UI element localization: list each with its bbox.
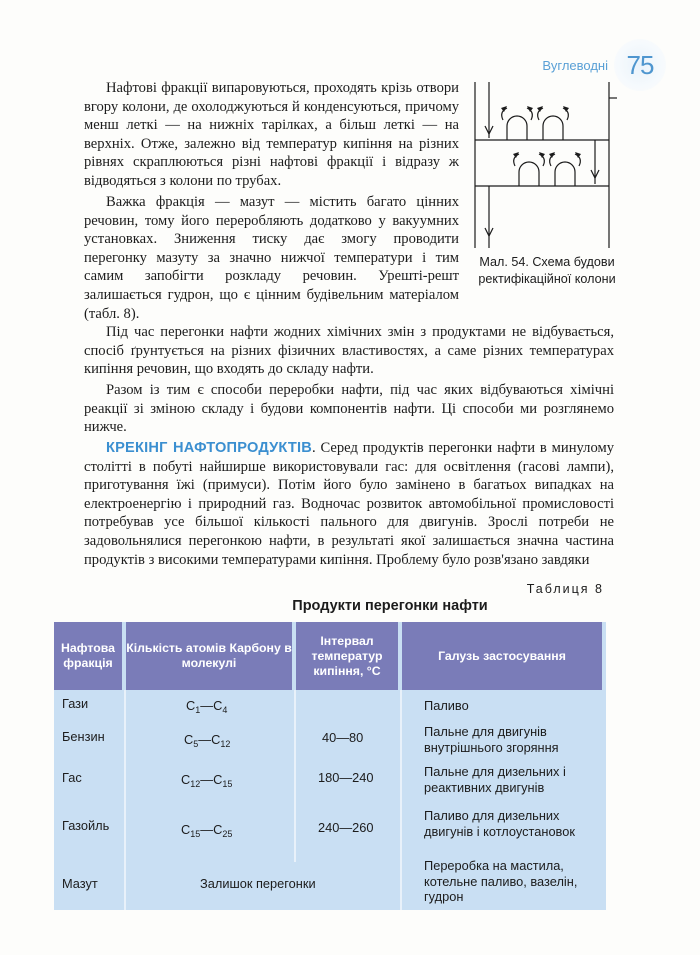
- paragraph-5-text: . Серед продуктів перегонки нафти в минулому столітті в побуті найширше використовували гас: для освітлення (гасові лампи), приготування їжі (примуси). Потім його було замінено в багатьох випадках на електроенергію і природний газ. Водночас розвиток автомобільної промисловості потребував усе більшої кількості пального для двигунів. Зрослі потреби не задовольнялися перегонкою нафти, в результаті якої залишається значна частина продуктів з високими температурами кипіння. Проблему було розв'язано завдяки: [84, 440, 614, 568]
- row-gasoline-fraction: Бензин: [62, 729, 105, 744]
- row-gases-fraction: Гази: [62, 696, 89, 711]
- row-gasoil-fraction: Газойль: [62, 818, 110, 833]
- row-gasoline-usage: Пальне для двигунів внутрішнього згоряння: [424, 724, 559, 755]
- table-title: Продукти перегонки нафти: [292, 598, 488, 614]
- header-carbon: Кількість атомів Карбону в молекулі: [126, 622, 292, 690]
- paragraph-1: Нафтові фракції випаровуються, проходять крізь отвори вгору колони, де охолоджуються й конденсуються, причому менш леткі — на нижніх тарілках, а більш леткі — на верхніх. Отже, залежно від температур кипіння на різних рівнях скраплюються різні нафтові фракції і відразу ж відводяться з колони по трубах.: [84, 80, 459, 189]
- row-fuel-oil-carbon: Залишок перегонки: [200, 876, 316, 891]
- header-fraction: Нафтова фракція: [54, 622, 122, 690]
- row-gases-usage: Паливо: [424, 698, 469, 713]
- row-gasoil-carbon: $C_{15}—C_{25}$: [181, 822, 233, 839]
- distillation-products-table: [54, 622, 606, 910]
- row-kerosene-carbon: $C_{12}—C_{15}$: [181, 772, 233, 789]
- section-keyword: КРЕКІНГ НАФТОПРОДУКТІВ: [106, 440, 312, 456]
- row-kerosene-usage: Пальне для дизельних і реактивних двигунів: [424, 764, 566, 795]
- column-divider: [124, 690, 126, 910]
- table-header-row: [54, 622, 606, 690]
- section-title: Вуглеводні: [542, 57, 608, 73]
- paragraph-2: Важка фракція — мазут — містить багато цінних речовин, тому його переробляють додатково у вакуумних установках. Зниження тиску дає змогу проводити перегонку мазуту за значно нижчої температури і тим самим запобігти розкладу речовин. Урешті-решт залишається гудрон, що є цінним будівельним матеріалом (табл. 8).: [84, 194, 459, 322]
- header-usage: Галузь застосування: [402, 622, 602, 690]
- paragraph-4: Разом із тим є способи переробки нафти, під час яких відбуваються хімічні реакції зі зміною складу і будови компонентів нафти. Ці способи ми розглянемо нижче.: [84, 382, 614, 436]
- table-label: Таблиця 8: [526, 582, 604, 596]
- column-divider: [400, 690, 402, 910]
- rectification-column-diagram: [467, 78, 617, 253]
- column-divider: [294, 690, 296, 862]
- page-number: 75: [614, 39, 666, 91]
- row-kerosene-boiling: 180—240: [318, 770, 374, 785]
- paragraph-5: [84, 439, 614, 569]
- header-boiling: Інтервал температур кипіння, °С: [296, 622, 398, 690]
- figure-caption: Мал. 54. Схема будови ректифікаційної колони: [478, 255, 616, 286]
- row-gases-carbon: $C_1—C_4$: [186, 698, 228, 715]
- row-gasoil-usage: Паливо для дизельних двигунів і котлоустановок: [424, 808, 575, 839]
- row-kerosene-fraction: Гас: [62, 770, 82, 785]
- row-gasoline-carbon: $C_5—C_{12}$: [184, 732, 231, 749]
- row-gasoil-boiling: 240—260: [318, 820, 374, 835]
- row-gasoline-boiling: 40—80: [322, 730, 364, 745]
- paragraph-3: Під час перегонки нафти жодних хімічних змін з продуктами не відбувається, спосіб ґрунтується на різних фізичних властивостях, а саме різних температурах кипіння речовин, що входять до складу нафти.: [84, 324, 614, 378]
- row-fuel-oil-fraction: Мазут: [62, 876, 98, 891]
- row-fuel-oil-usage: Переробка на мастила, котельне паливо, вазелін, гудрон: [424, 858, 578, 904]
